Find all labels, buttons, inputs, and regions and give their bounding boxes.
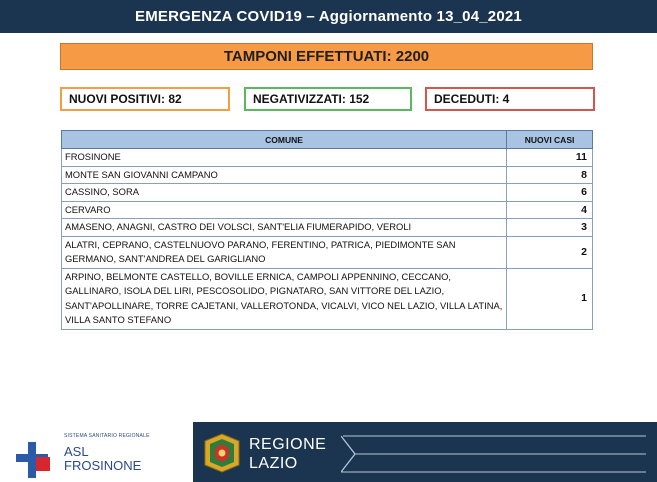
- asl-cross-logo-icon: [16, 442, 52, 478]
- asl-system-label: SISTEMA SANITARIO REGIONALE: [64, 433, 150, 439]
- negativizzati-label: NEGATIVIZZATI: 152: [253, 92, 370, 106]
- comune-cell: CASSINO, SORA: [62, 184, 507, 202]
- casi-cell: 1: [507, 268, 593, 329]
- table-row: [62, 184, 593, 202]
- table-row: [62, 166, 593, 184]
- comune-cell: ARPINO, BELMONTE CASTELLO, BOVILLE ERNICA, CAMPOLI APPENNINO, CECCANO, GALLINARO, ISOLA DEL LIRI, PESCOSOLIDO, PIGNATARO, SAN VITTORE DEL LAZIO, SANT'APOLLINARE, TORRE CAJETANI, VALLEROTONDA, VICALVI, VICO NEL LAZIO, VILLA LATINA, VILLA SANTO STEFANO: [62, 268, 507, 329]
- report-title: EMERGENZA COVID19 – Aggiornamento 13_04_2021: [135, 8, 522, 25]
- table-header-row: [62, 131, 593, 149]
- comuni-table: [61, 130, 593, 330]
- table-row: [62, 219, 593, 237]
- table-row: [62, 201, 593, 219]
- nuovi-positivi-box: [60, 87, 230, 111]
- asl-frosinone-logo: [12, 430, 192, 474]
- column-header-nuovi-casi: NUOVI CASI: [507, 131, 593, 149]
- table-row: [62, 149, 593, 167]
- deceduti-box: [425, 87, 595, 111]
- asl-name-line1: ASL: [64, 444, 89, 459]
- comune-cell: MONTE SAN GIOVANNI CAMPANO: [62, 166, 507, 184]
- casi-cell: 11: [507, 149, 593, 167]
- column-header-comune: COMUNE: [62, 131, 507, 149]
- comune-cell: CERVARO: [62, 201, 507, 219]
- regione-lazio-emblem-icon: [203, 433, 241, 473]
- nuovi-positivi-label: NUOVI POSITIVI: 82: [69, 92, 182, 106]
- report-title-bar: [0, 0, 657, 33]
- table-row: [62, 236, 593, 268]
- regione-lazio-banner: [193, 422, 657, 482]
- casi-cell: 3: [507, 219, 593, 237]
- deceduti-label: DECEDUTI: 4: [434, 92, 510, 106]
- comune-cell: AMASENO, ANAGNI, CASTRO DEI VOLSCI, SANT'ELIA FIUMERAPIDO, VEROLI: [62, 219, 507, 237]
- casi-cell: 2: [507, 236, 593, 268]
- negativizzati-box: [244, 87, 412, 111]
- table-row: [62, 268, 593, 329]
- casi-cell: 6: [507, 184, 593, 202]
- casi-cell: 8: [507, 166, 593, 184]
- chevron-decoration-icon: [341, 434, 651, 474]
- regione-name-line1: REGIONE: [249, 436, 327, 453]
- asl-name-line2: FROSINONE: [64, 458, 142, 473]
- tamponi-box: [60, 43, 593, 70]
- casi-cell: 4: [507, 201, 593, 219]
- comune-cell: ALATRI, CEPRANO, CASTELNUOVO PARANO, FERENTINO, PATRICA, PIEDIMONTE SAN GERMANO, SANT'ANDREA DEL GARIGLIANO: [62, 236, 507, 268]
- tamponi-label: TAMPONI EFFETTUATI: 2200: [223, 48, 430, 65]
- regione-name-line2: LAZIO: [249, 455, 298, 472]
- comune-cell: FROSINONE: [62, 149, 507, 167]
